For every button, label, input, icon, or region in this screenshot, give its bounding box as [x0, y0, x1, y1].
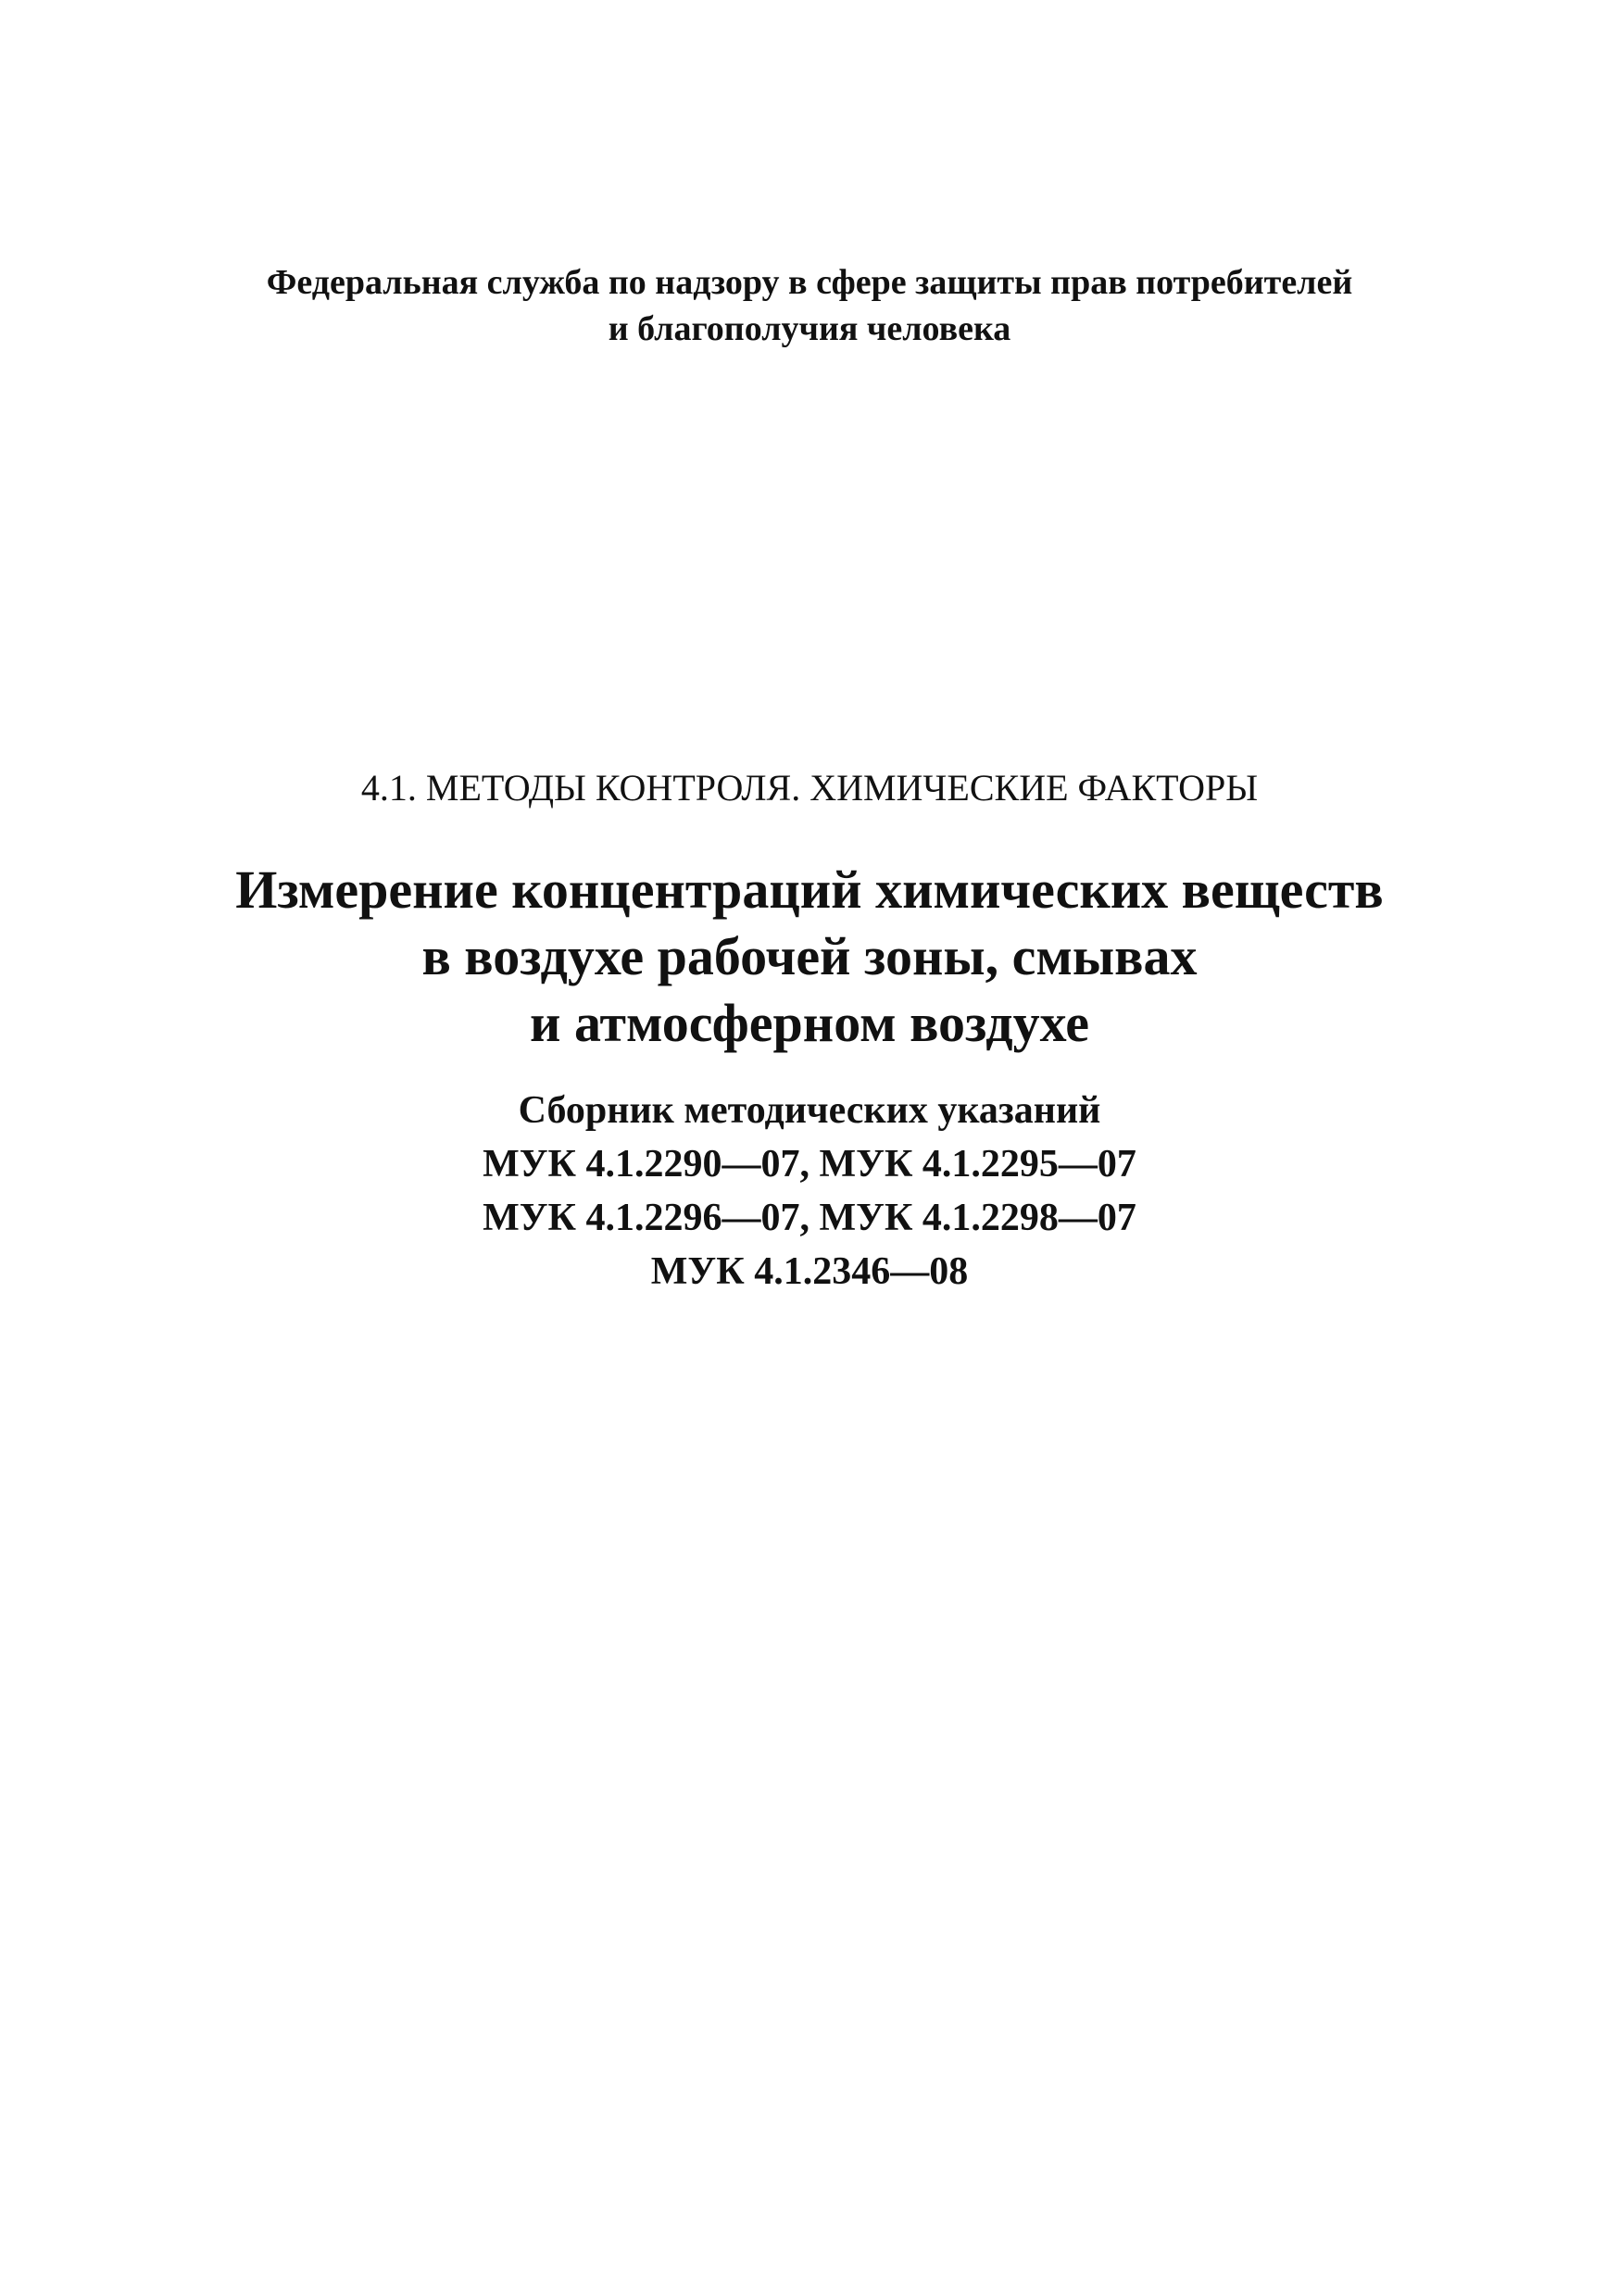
agency-line-1: Федеральная служба по надзору в сфере защиты прав потребителей	[266, 263, 1353, 302]
muk-codes-line-2: МУК 4.1.2296—07, МУК 4.1.2298—07	[483, 1197, 1136, 1239]
agency-line-2: и благополучия человека	[608, 309, 1011, 348]
muk-codes-line-1: МУК 4.1.2290—07, МУК 4.1.2295—07	[483, 1143, 1136, 1186]
section-heading-text: 4.1. МЕТОДЫ КОНТРОЛЯ. ХИМИЧЕСКИЕ ФАКТОРЫ	[360, 767, 1259, 809]
collection-info	[0, 1084, 1619, 1299]
title-line-1: Измерение концентраций химических веществ	[235, 859, 1384, 920]
muk-codes-line-3: МУК 4.1.2346—08	[650, 1250, 969, 1293]
section-heading	[0, 764, 1619, 812]
title-line-2: в воздухе рабочей зоны, смывах	[421, 926, 1198, 986]
agency-header	[0, 259, 1619, 352]
document-title	[0, 857, 1619, 1057]
title-line-3: и атмосферном воздухе	[530, 993, 1089, 1053]
collection-title: Сборник методических указаний	[518, 1089, 1101, 1132]
